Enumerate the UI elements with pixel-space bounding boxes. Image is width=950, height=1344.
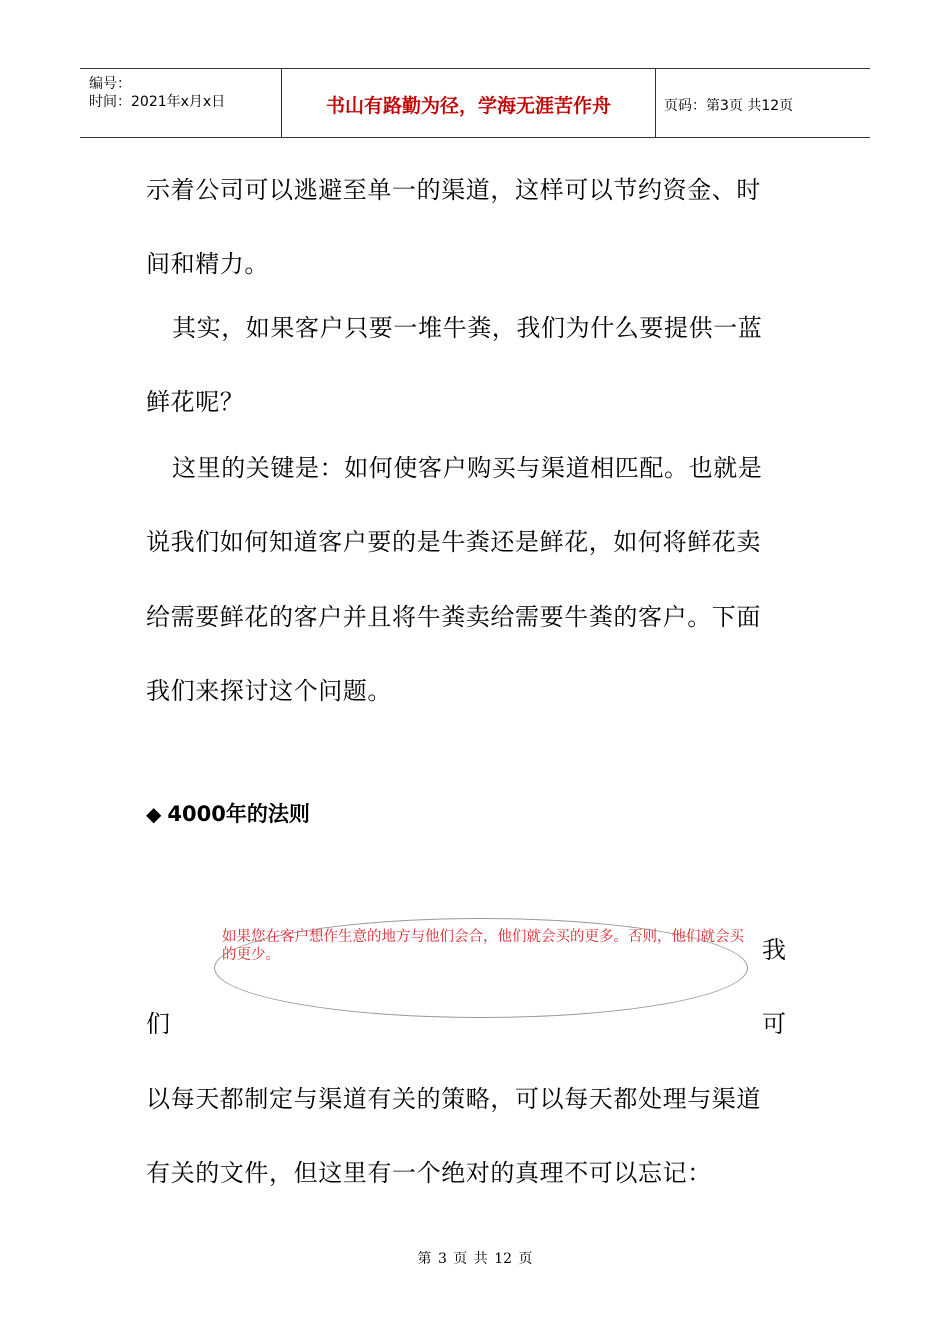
header-left-cell xyxy=(80,69,281,137)
paragraph-line: 给需要鲜花的客户并且将牛粪卖给需要牛粪的客户。下面 xyxy=(146,603,761,631)
paragraph-line: 有关的文件，但这里有一个绝对的真理不可以忘记： xyxy=(146,1159,712,1187)
diamond-bullet-icon: ◆ xyxy=(146,802,162,826)
header-middle-cell xyxy=(281,69,656,137)
section-heading-text: 4000年的法则 xyxy=(167,802,310,826)
paragraph-line: 示着公司可以逃避至单一的渠道，这样可以节约资金、时 xyxy=(146,176,761,204)
header-table xyxy=(80,68,870,138)
paragraph-line: 说我们如何知道客户要的是牛粪还是鲜花，如何将鲜花卖 xyxy=(146,528,761,556)
paragraph-line: 这里的关键是：如何使客户购买与渠道相匹配。也就是 xyxy=(172,454,763,482)
paragraph-line: 我们来探讨这个问题。 xyxy=(146,677,392,705)
section-heading xyxy=(146,798,310,828)
paragraph-line: 间和精力。 xyxy=(146,250,269,278)
document-date: 时间：2021年x月x日 xyxy=(89,94,226,110)
text-char: 可 xyxy=(762,1010,786,1038)
text-char: 们 xyxy=(146,1010,170,1038)
header-page-info: 页码：第3页 共12页 xyxy=(664,98,794,114)
header-right-cell xyxy=(655,69,870,137)
paragraph-line: 以每天都制定与渠道有关的策略，可以每天都处理与渠道 xyxy=(146,1085,761,1113)
document-code-label: 编号： xyxy=(89,76,131,92)
header-motto: 书山有路勤为径，学海无涯苦作舟 xyxy=(325,95,611,117)
paragraph-line: 其实，如果客户只要一堆牛粪，我们为什么要提供一蓝 xyxy=(172,314,763,342)
callout-text: 如果您在客户想作生意的地方与他们会合，他们就会买的更多。否则，他们就会买的更少。 xyxy=(222,929,744,963)
paragraph-line: 鲜花呢？ xyxy=(146,388,245,416)
text-char: 我 xyxy=(762,936,786,964)
page-footer: 第 3 页 共 12 页 xyxy=(417,1251,533,1267)
